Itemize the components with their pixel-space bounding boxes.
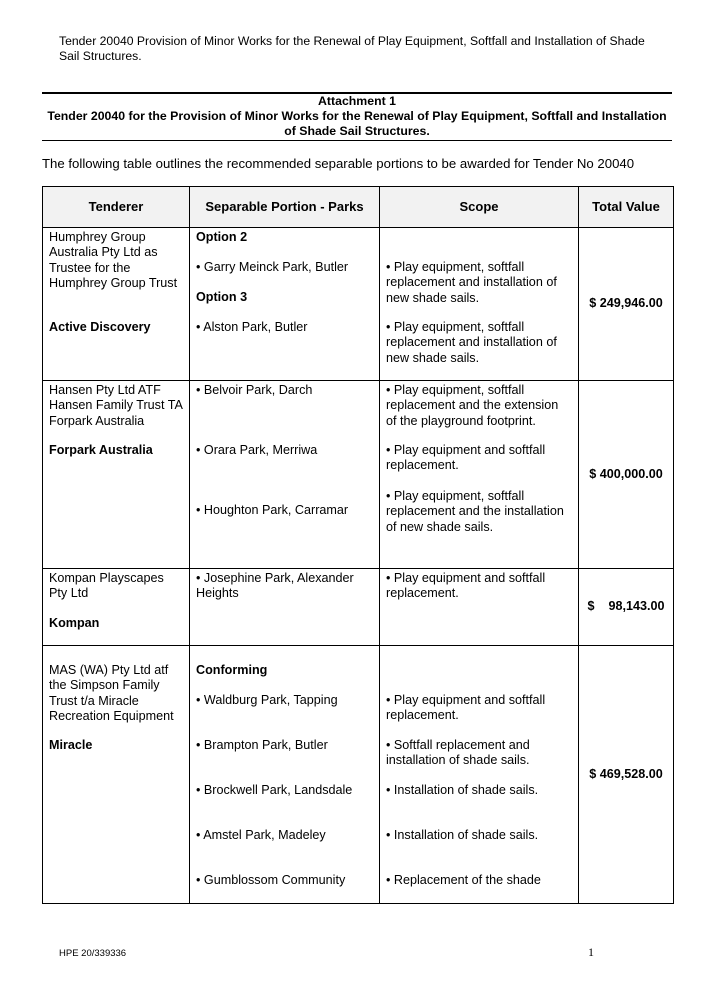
tenderer-name: Kompan Playscapes Pty Ltd [49, 571, 164, 601]
tender-table [42, 186, 674, 904]
page-header-text: Tender 20040 Provision of Minor Works for the Renewal of Play Equipment, Softfall and Installation of Shade Sail Structures. [59, 34, 645, 63]
table-row [43, 381, 674, 569]
table-header-row [43, 187, 674, 228]
col-header-scope: Scope [380, 187, 579, 228]
option-label: Option 3 [196, 290, 248, 304]
table-row [43, 228, 674, 381]
scope-item: • Play equipment, softfall replacement and installation of new shade sails. [386, 260, 557, 305]
scope-cell [380, 569, 579, 646]
scope-item: • Play equipment, softfall replacement and the installation of new shade sails. [386, 489, 564, 534]
option-label: Option 2 [196, 230, 248, 244]
option-label: Conforming [196, 663, 268, 677]
park-item: • Alston Park, Butler [196, 320, 308, 334]
col-header-parks: Separable Portion - Parks [190, 187, 380, 228]
park-item: • Waldburg Park, Tapping [196, 693, 338, 707]
document-reference: HPE 20/339336 [59, 948, 127, 959]
scope-item: • Play equipment and softfall replacement. [386, 443, 546, 473]
tenderer-cell [43, 381, 190, 569]
trading-name: Kompan [49, 616, 100, 630]
tenderer-name: Humphrey Group Australia Pty Ltd as Trustee for the Humphrey Group Trust [49, 230, 178, 290]
parks-cell [190, 381, 380, 569]
tenderer-cell [43, 228, 190, 381]
park-item: • Brockwell Park, Landsdale [196, 783, 353, 797]
park-item: • Orara Park, Merriwa [196, 443, 318, 457]
scope-item: • Play equipment and softfall replacement. [386, 571, 546, 601]
attachment-title [42, 94, 672, 139]
parks-cell [190, 646, 380, 904]
total-value: $ 249,946.00 [579, 228, 674, 381]
attachment-label: Attachment 1 [318, 94, 396, 108]
scope-cell [380, 646, 579, 904]
park-item: • Brampton Park, Butler [196, 738, 328, 752]
total-value: $ 98,143.00 [579, 569, 674, 646]
tenderer-name: MAS (WA) Pty Ltd atf the Simpson Family Trust t/a Miracle Recreation Equipment [49, 663, 174, 723]
scope-item: • Installation of shade sails. [386, 828, 539, 842]
tenderer-name: Hansen Pty Ltd ATF Hansen Family Trust TA Forpark Australia [49, 383, 183, 428]
parks-cell [190, 569, 380, 646]
total-value: $ 400,000.00 [579, 381, 674, 569]
col-header-tenderer: Tenderer [43, 187, 190, 228]
page-number: 1 [588, 945, 594, 959]
scope-cell [380, 228, 579, 381]
scope-item: • Play equipment, softfall replacement and the extension of the playground footprint. [386, 383, 559, 428]
park-item: • Belvoir Park, Darch [196, 383, 313, 397]
scope-cell [380, 381, 579, 569]
trading-name: Active Discovery [49, 320, 151, 334]
scope-item: • Softfall replacement and installation of shade sails. [386, 738, 530, 768]
park-item: • Garry Meinck Park, Butler [196, 260, 349, 274]
table-row [43, 646, 674, 904]
table-row [43, 569, 674, 646]
scope-item: • Play equipment, softfall replacement and installation of new shade sails. [386, 320, 557, 365]
park-item: • Josephine Park, Alexander Heights [196, 571, 354, 601]
scope-item: • Play equipment and softfall replacement. [386, 693, 546, 723]
col-header-value: Total Value [579, 187, 674, 228]
trading-name: Miracle [49, 738, 93, 752]
total-value: $ 469,528.00 [579, 646, 674, 904]
tenderer-cell [43, 646, 190, 904]
scope-item: • Installation of shade sails. [386, 783, 539, 797]
tenderer-cell [43, 569, 190, 646]
park-item: • Houghton Park, Carramar [196, 503, 349, 517]
parks-cell [190, 228, 380, 381]
trading-name: Forpark Australia [49, 443, 153, 457]
intro-paragraph: The following table outlines the recommended separable portions to be awarded for Tender No 20040 [42, 156, 635, 171]
scope-item: • Replacement of the shade [386, 873, 541, 887]
attachment-heading: Tender 20040 for the Provision of Minor Works for the Renewal of Play Equipment, Softfall and Installation of Shade Sail Structures. [47, 109, 667, 138]
park-item: • Gumblossom Community [196, 873, 346, 887]
title-bottom-rule [42, 140, 672, 141]
park-item: • Amstel Park, Madeley [196, 828, 326, 842]
